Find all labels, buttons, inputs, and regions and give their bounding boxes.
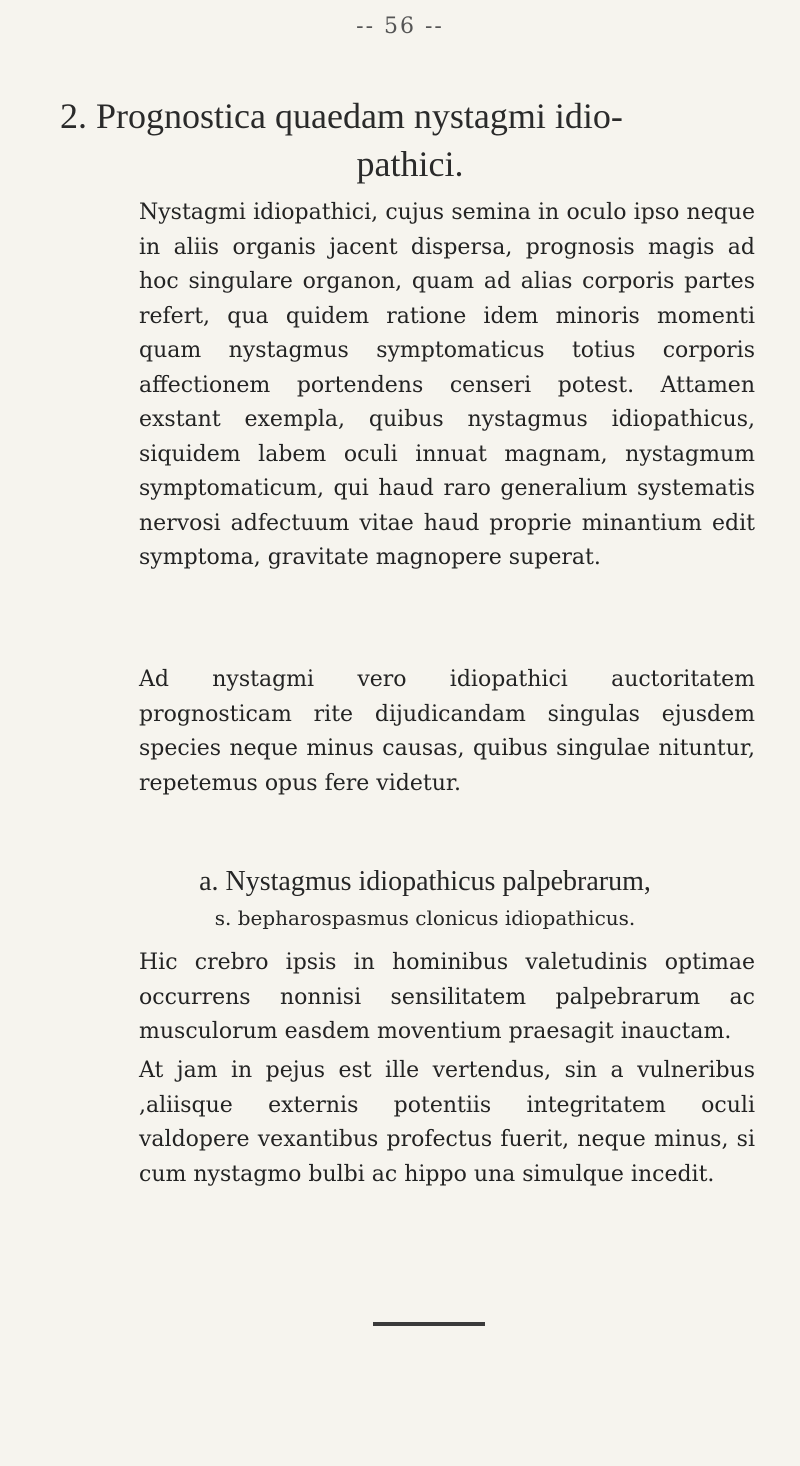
paragraph-3-text: Hic crebro ipsis in hominibus valetudinis optimae occurrens nonnisi sensilitatem palpebrarum ac musculorum easdem moventium praesagit inauctam. (139, 950, 755, 1044)
section-heading-line-1: 2. Prognostica quaedam nystagmi idio- (60, 96, 623, 136)
paragraph-1 (95, 196, 755, 576)
paragraph-3 (95, 946, 755, 1050)
paragraph-4 (95, 1054, 755, 1192)
paragraph-2-text: Ad nystagmi vero idiopathici auctoritatem prognosticam rite dijudicandam singulas ejusdem species neque minus causas, quibus singulae nituntur, repetemus opus fere videtur. (139, 667, 755, 796)
subheading-a: a. Nystagmus idiopathicus palpebrarum, (199, 866, 651, 897)
paragraph-4-text: At jam in pejus est ille vertendus, sin a vulneribus ,aliisque externis potentiis integritatem oculi valdopere vexantibus profectus fuerit, neque minus, si cum nystagmo bulbi ac hippo una simulque incedit. (139, 1058, 755, 1187)
paragraph-1-text: Nystagmi idiopathici, cujus semina in oculo ipso neque in aliis organis jacent dispersa, prognosis magis ad hoc singulare organon, quam ad alias corporis partes refert, qua quidem ratione idem minoris momenti quam nystagmus symptomaticus totius corporis affectionem portendens censeri potest. Attamen exstant exempla, quibus nystagmus idiopathicus, siquidem labem oculi innuat magnam, nystagmum symptomaticum, qui haud raro generalium systematis nervosi adfectuum vitae haud proprie minantium edit symptoma, gravitate magnopere superat. (139, 200, 755, 570)
section-heading-line-2: pathici. (356, 144, 464, 184)
end-divider (373, 1322, 485, 1326)
subheading-b: s. bepharospasmus clonicus idiopathicus. (214, 906, 636, 930)
paragraph-2 (95, 663, 755, 801)
page-number: -- 56 -- (356, 14, 444, 39)
section-heading (60, 92, 760, 188)
